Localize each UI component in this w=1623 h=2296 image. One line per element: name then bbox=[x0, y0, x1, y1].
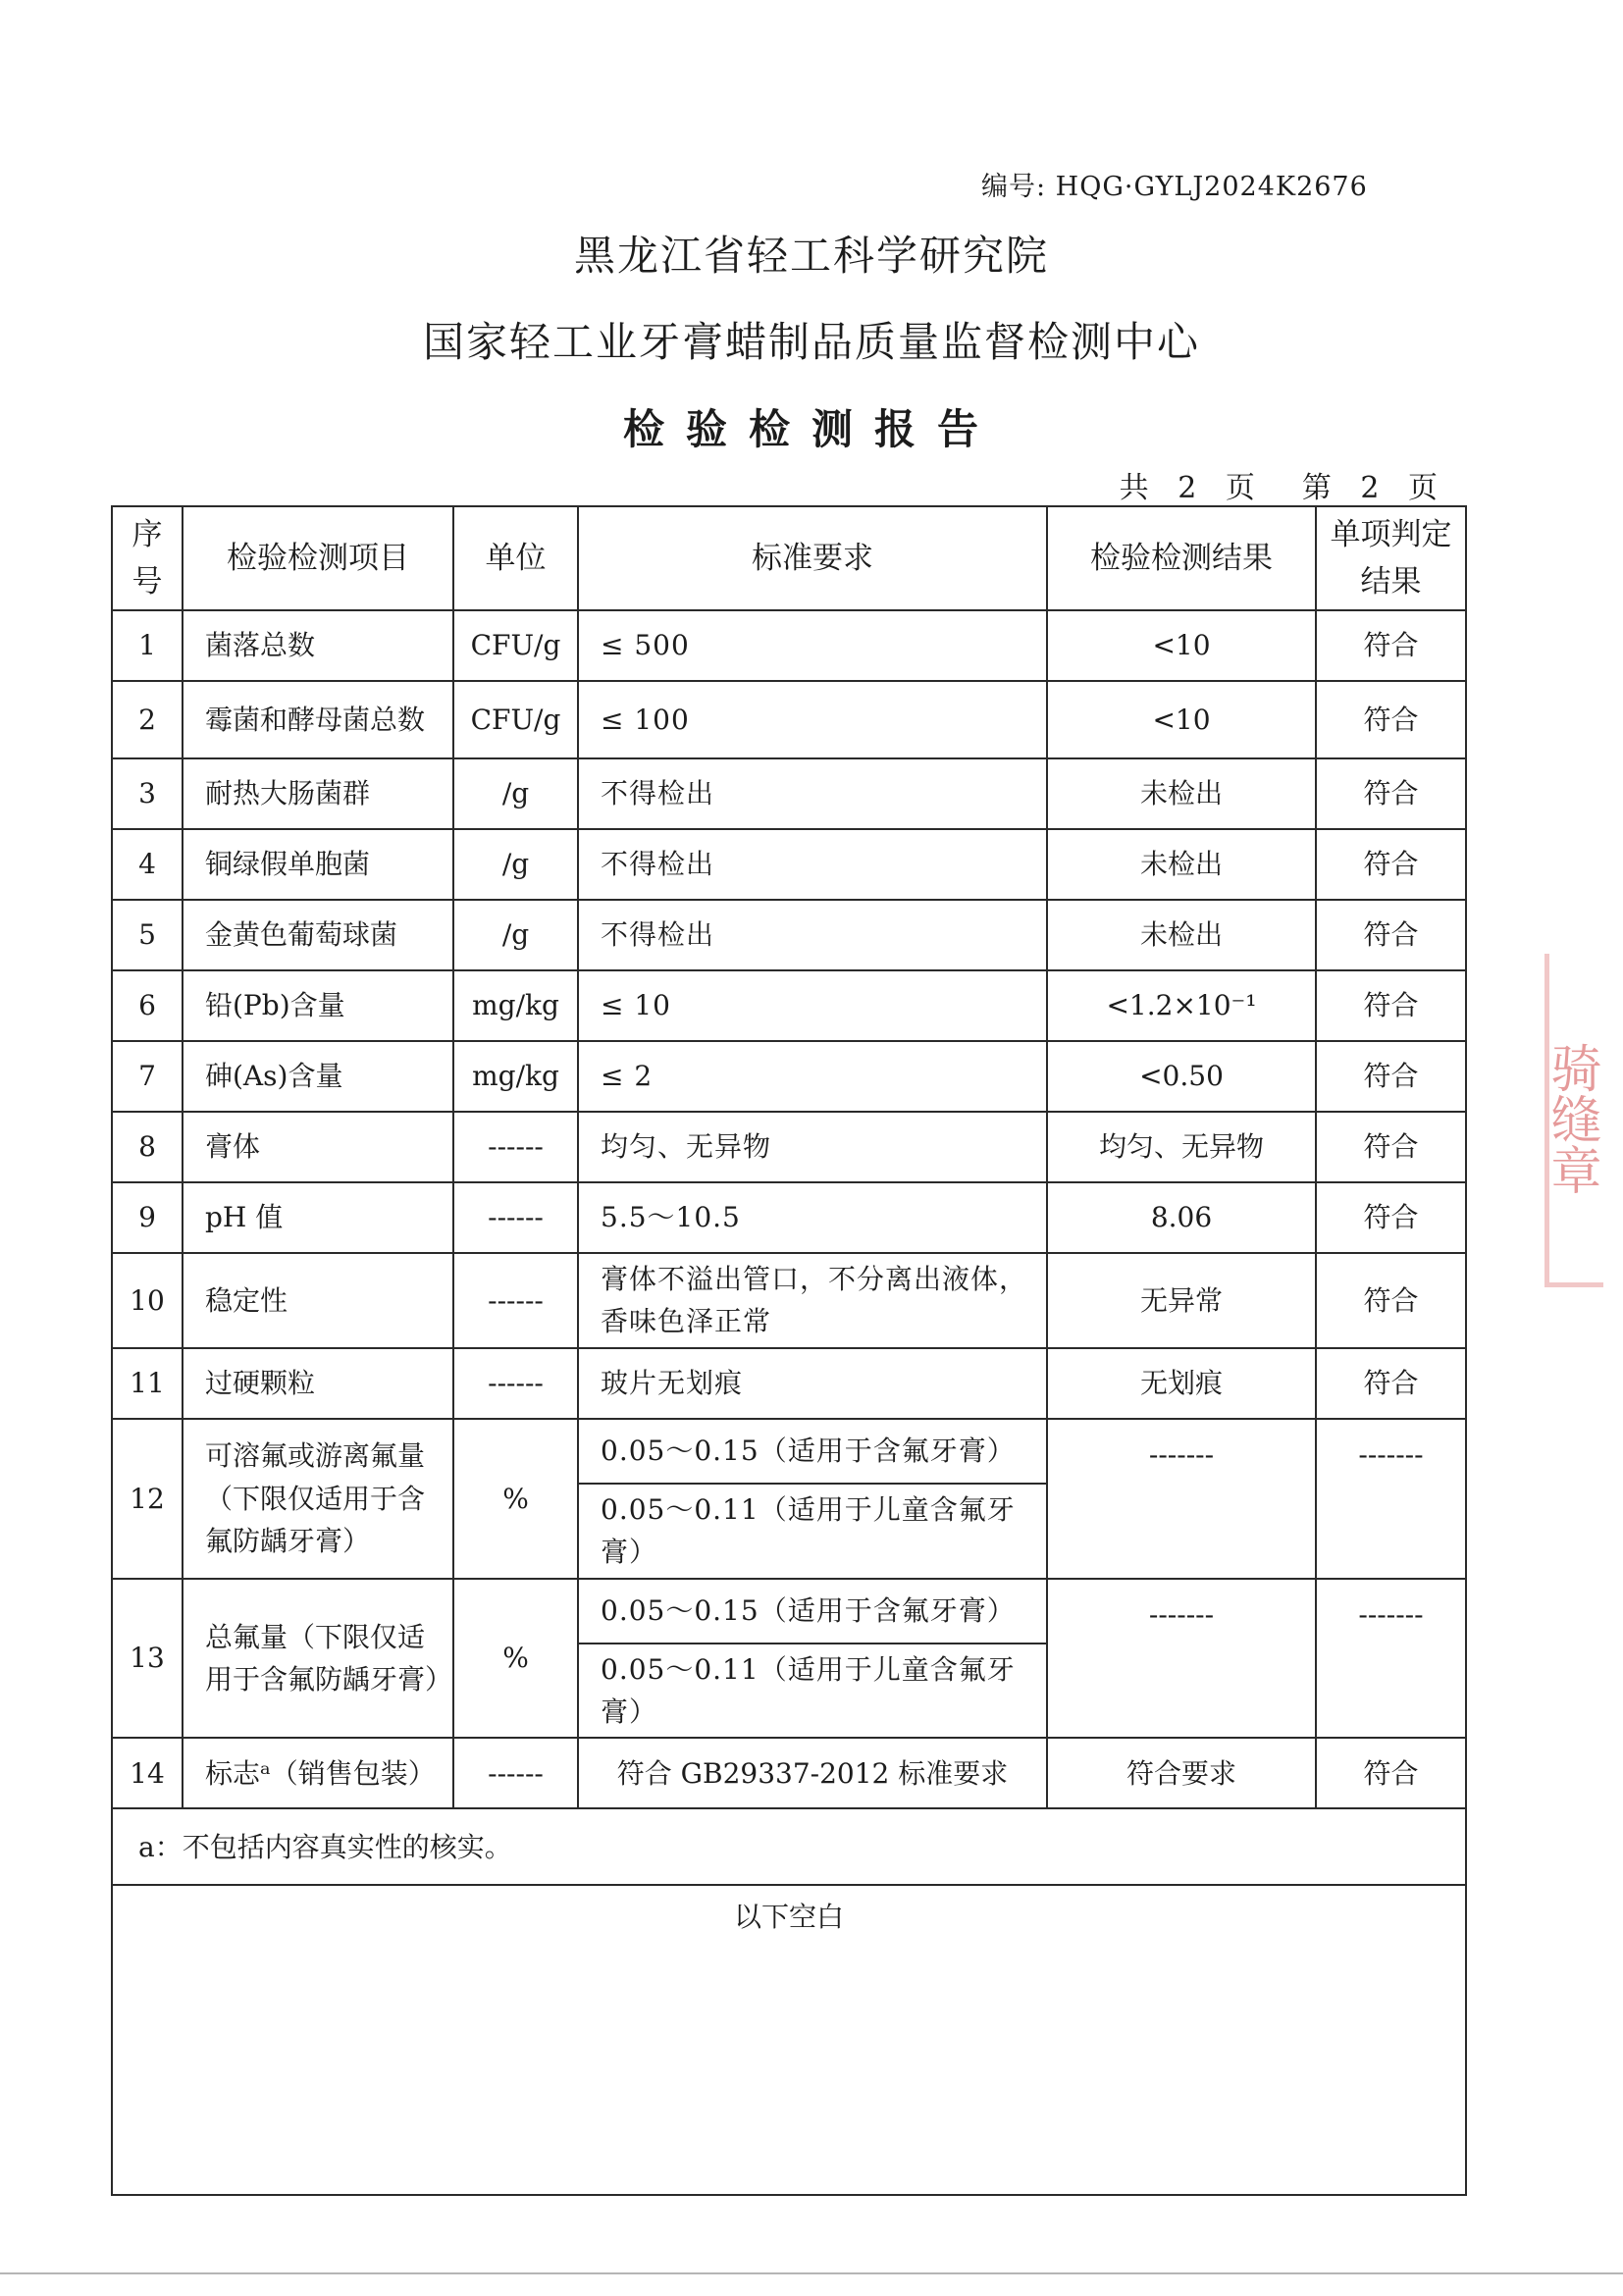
cell-unit: ------ bbox=[453, 1182, 578, 1253]
cell-item: 膏体 bbox=[183, 1112, 453, 1182]
cell-requirement: 0.05～0.11（适用于儿童含氟牙膏） bbox=[578, 1484, 1047, 1579]
cell-unit: /g bbox=[453, 758, 578, 829]
cell-judgement: ------- bbox=[1316, 1579, 1466, 1739]
cell-result: 符合要求 bbox=[1047, 1738, 1316, 1808]
page-current: 第 2 页 bbox=[1301, 471, 1447, 505]
cell-item: 铅(Pb)含量 bbox=[183, 970, 453, 1041]
cell-item: 耐热大肠菌群 bbox=[183, 758, 453, 829]
table-row bbox=[112, 610, 1466, 681]
cell-unit: % bbox=[453, 1419, 578, 1579]
table-row bbox=[112, 829, 1466, 900]
cell-item: 菌落总数 bbox=[183, 610, 453, 681]
cell-requirement: 5.5～10.5 bbox=[578, 1182, 1047, 1253]
cell-requirement: ≤ 500 bbox=[578, 610, 1047, 681]
cell-item: 过硬颗粒 bbox=[183, 1348, 453, 1419]
cell-unit: CFU/g bbox=[453, 610, 578, 681]
cell-item: 总氟量（下限仅适用于含氟防龋牙膏） bbox=[183, 1579, 453, 1739]
cell-result: ------- bbox=[1047, 1419, 1316, 1579]
cell-unit: ------ bbox=[453, 1112, 578, 1182]
table-row bbox=[112, 1419, 1466, 1484]
cell-requirement: 0.05～0.15（适用于含氟牙膏） bbox=[578, 1419, 1047, 1484]
cell-judgement: 符合 bbox=[1316, 1112, 1466, 1182]
header-requirement: 标准要求 bbox=[578, 506, 1047, 610]
cell-judgement: 符合 bbox=[1316, 1182, 1466, 1253]
table-row bbox=[112, 1041, 1466, 1112]
cell-unit: mg/kg bbox=[453, 1041, 578, 1112]
cell-result: <10 bbox=[1047, 610, 1316, 681]
cell-no: 4 bbox=[112, 829, 183, 900]
cell-result: 无异常 bbox=[1047, 1253, 1316, 1348]
cell-item: pH 值 bbox=[183, 1182, 453, 1253]
table-row bbox=[112, 758, 1466, 829]
results-table bbox=[111, 505, 1467, 2196]
cell-item: 金黄色葡萄球菌 bbox=[183, 900, 453, 970]
table-row bbox=[112, 681, 1466, 758]
table-row bbox=[112, 1112, 1466, 1182]
cell-no: 7 bbox=[112, 1041, 183, 1112]
cell-no: 3 bbox=[112, 758, 183, 829]
cell-requirement: 不得检出 bbox=[578, 758, 1047, 829]
cell-no: 14 bbox=[112, 1738, 183, 1808]
cell-unit: ------ bbox=[453, 1253, 578, 1348]
cell-judgement: 符合 bbox=[1316, 681, 1466, 758]
cell-no: 2 bbox=[112, 681, 183, 758]
cell-no: 5 bbox=[112, 900, 183, 970]
cell-requirement: 不得检出 bbox=[578, 900, 1047, 970]
cell-result: ------- bbox=[1047, 1579, 1316, 1739]
cell-result: 未检出 bbox=[1047, 900, 1316, 970]
table-header-row bbox=[112, 506, 1466, 610]
cell-judgement: 符合 bbox=[1316, 1041, 1466, 1112]
cell-item: 铜绿假单胞菌 bbox=[183, 829, 453, 900]
cell-result: 8.06 bbox=[1047, 1182, 1316, 1253]
header-judgement: 单项判定结果 bbox=[1316, 506, 1466, 610]
cell-unit: CFU/g bbox=[453, 681, 578, 758]
header-unit: 单位 bbox=[453, 506, 578, 610]
cell-judgement: 符合 bbox=[1316, 1253, 1466, 1348]
table-row bbox=[112, 1182, 1466, 1253]
cell-no: 12 bbox=[112, 1419, 183, 1579]
footnote: a：不包括内容真实性的核实。 bbox=[112, 1808, 1466, 1885]
header-no: 序号 bbox=[112, 506, 183, 610]
table-row bbox=[112, 900, 1466, 970]
cell-result: 均匀、无异物 bbox=[1047, 1112, 1316, 1182]
cell-item: 稳定性 bbox=[183, 1253, 453, 1348]
cell-unit: ------ bbox=[453, 1738, 578, 1808]
center-name: 国家轻工业牙膏蜡制品质量监督检测中心 bbox=[422, 318, 1200, 366]
table-row bbox=[112, 1348, 1466, 1419]
table-row bbox=[112, 1253, 1466, 1348]
cell-requirement: ≤ 10 bbox=[578, 970, 1047, 1041]
blank-row bbox=[112, 1885, 1466, 2195]
header-result: 检验检测结果 bbox=[1047, 506, 1316, 610]
blank-notice: 以下空白 bbox=[112, 1885, 1466, 2195]
cell-judgement: 符合 bbox=[1316, 970, 1466, 1041]
institute-name: 黑龙江省轻工科学研究院 bbox=[573, 232, 1049, 280]
cell-judgement: 符合 bbox=[1316, 900, 1466, 970]
cell-no: 10 bbox=[112, 1253, 183, 1348]
cell-requirement: 0.05～0.11（适用于儿童含氟牙膏） bbox=[578, 1644, 1047, 1739]
cell-requirement: 玻片无划痕 bbox=[578, 1348, 1047, 1419]
page-indicator bbox=[1074, 463, 1447, 506]
cell-result: 无划痕 bbox=[1047, 1348, 1316, 1419]
table-row bbox=[112, 1738, 1466, 1808]
cell-no: 1 bbox=[112, 610, 183, 681]
cell-judgement: ------- bbox=[1316, 1419, 1466, 1579]
table-row bbox=[112, 1579, 1466, 1644]
cell-result: 未检出 bbox=[1047, 829, 1316, 900]
cell-requirement: ≤ 100 bbox=[578, 681, 1047, 758]
report-number: 编号: HQG·GYLJ2024K2676 bbox=[981, 172, 1368, 202]
cell-no: 13 bbox=[112, 1579, 183, 1739]
cell-result: <1.2×10⁻¹ bbox=[1047, 970, 1316, 1041]
seam-stamp: 骑缝章 bbox=[1544, 954, 1603, 1287]
footnote-row bbox=[112, 1808, 1466, 1885]
table-row bbox=[112, 970, 1466, 1041]
cell-unit: /g bbox=[453, 900, 578, 970]
cell-requirement: 不得检出 bbox=[578, 829, 1047, 900]
cell-requirement: 膏体不溢出管口，不分离出液体，香味色泽正常 bbox=[578, 1253, 1047, 1348]
cell-item: 霉菌和酵母菌总数 bbox=[183, 681, 453, 758]
cell-no: 6 bbox=[112, 970, 183, 1041]
cell-no: 8 bbox=[112, 1112, 183, 1182]
cell-item: 砷(As)含量 bbox=[183, 1041, 453, 1112]
header-item: 检验检测项目 bbox=[183, 506, 453, 610]
cell-item: 标志ᵃ（销售包装） bbox=[183, 1738, 453, 1808]
cell-judgement: 符合 bbox=[1316, 758, 1466, 829]
cell-requirement: ≤ 2 bbox=[578, 1041, 1047, 1112]
cell-result: <10 bbox=[1047, 681, 1316, 758]
document-title: 检验检测报告 bbox=[622, 405, 1000, 453]
cell-judgement: 符合 bbox=[1316, 1348, 1466, 1419]
cell-no: 9 bbox=[112, 1182, 183, 1253]
cell-requirement: 符合 GB29337-2012 标准要求 bbox=[578, 1738, 1047, 1808]
cell-unit: /g bbox=[453, 829, 578, 900]
cell-judgement: 符合 bbox=[1316, 610, 1466, 681]
cell-result: <0.50 bbox=[1047, 1041, 1316, 1112]
cell-unit: ------ bbox=[453, 1348, 578, 1419]
cell-result: 未检出 bbox=[1047, 758, 1316, 829]
cell-judgement: 符合 bbox=[1316, 829, 1466, 900]
cell-requirement: 均匀、无异物 bbox=[578, 1112, 1047, 1182]
page-edge-line bbox=[0, 2272, 1623, 2274]
pages-total: 共 2 页 bbox=[1119, 471, 1265, 505]
cell-judgement: 符合 bbox=[1316, 1738, 1466, 1808]
cell-item: 可溶氟或游离氟量（下限仅适用于含氟防龋牙膏） bbox=[183, 1419, 453, 1579]
cell-unit: % bbox=[453, 1579, 578, 1739]
cell-unit: mg/kg bbox=[453, 970, 578, 1041]
cell-no: 11 bbox=[112, 1348, 183, 1419]
cell-requirement: 0.05～0.15（适用于含氟牙膏） bbox=[578, 1579, 1047, 1644]
